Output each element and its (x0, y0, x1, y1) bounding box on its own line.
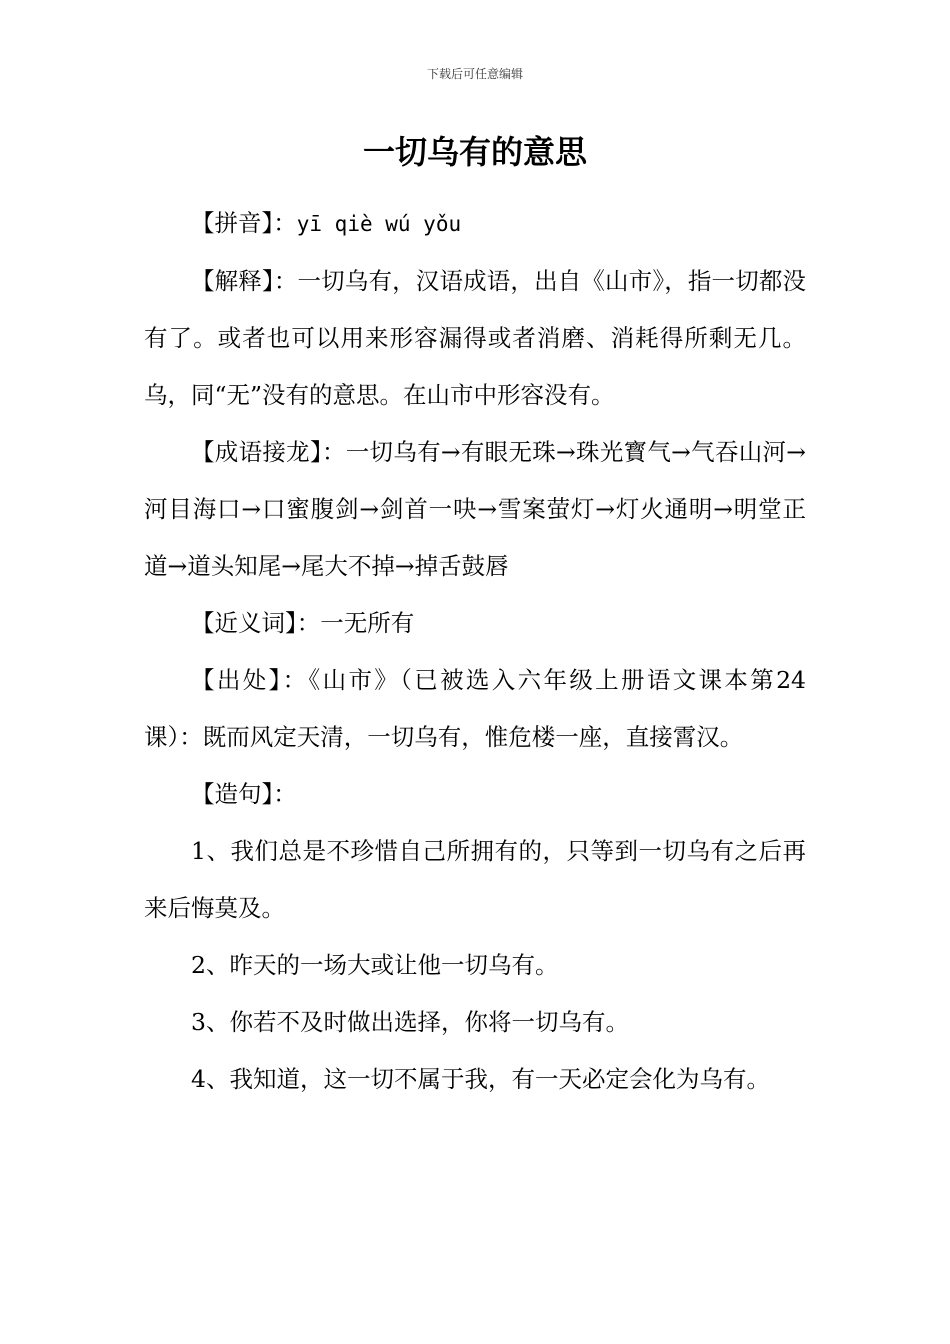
pinyin-label: 【拼音】： (191, 209, 297, 237)
example-sentence-4: 4、我知道，这一切不属于我，有一天必定会化为乌有。 (191, 1065, 770, 1093)
chain-label: 【成语接龙】： (191, 438, 346, 466)
pinyin-paragraph (144, 195, 806, 253)
examples-heading: 【造句】： (191, 780, 297, 808)
meaning-text: 一切乌有，汉语成语，出自《山市》，指一切都没有了。或者也可以用来形容漏得或者消磨、消耗得所剩无几。乌，同“无”没有的意思。在山市中形容没有。 (144, 267, 807, 409)
synonym-label: 【近义词】： (191, 609, 321, 637)
example-sentence-3: 3、你若不及时做出选择，你将一切乌有。 (191, 1008, 629, 1036)
document-body (144, 195, 806, 1108)
synonym-text: 一无所有 (320, 609, 415, 637)
source-text: 《山市》（已被选入六年级上册语文课本第24课）：既而风定天清，一切乌有，惟危楼一座，直接霄汉。 (144, 666, 807, 751)
example-sentence-2: 2、昨天的一场大或让他一切乌有。 (191, 951, 559, 979)
header-note: 下载后可任意编辑 (426, 67, 523, 81)
source-paragraph (144, 652, 806, 766)
example-sentence-1: 1、我们总是不珍惜自己所拥有的，只等到一切乌有之后再来后悔莫及。 (144, 837, 806, 922)
chain-paragraph (144, 424, 806, 595)
pinyin-text: yī qiè wú yǒu (296, 212, 462, 236)
source-label: 【出处】： (191, 666, 309, 694)
synonym-paragraph (144, 595, 806, 652)
page-title: 一切乌有的意思 (362, 133, 587, 171)
meaning-paragraph (144, 253, 806, 424)
chain-text: 一切乌有→有眼无珠→珠光寳气→气吞山河→河目海口→口蜜腹剑→剑首一吷→雪案萤灯→灯火通明→明堂正道→道头知尾→尾大不掉→掉舌鼓唇 (144, 438, 806, 580)
meaning-label: 【解释】： (191, 267, 298, 295)
